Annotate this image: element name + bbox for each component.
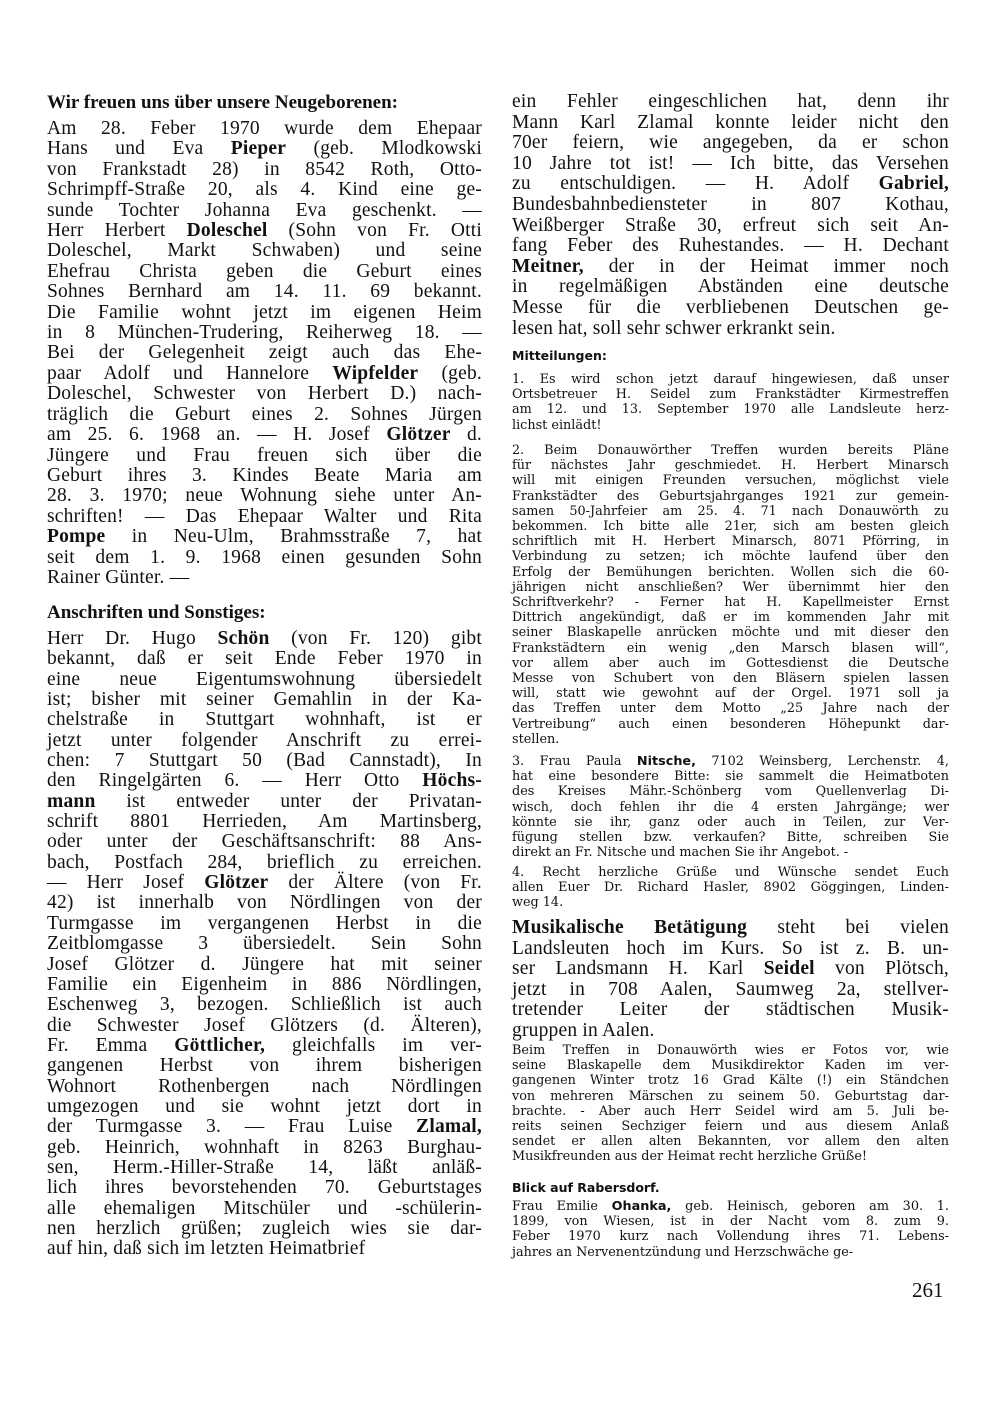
text-line: seit dem 1. 9. 1968 einen gesunden Sohn	[47, 546, 482, 568]
text-segment: der in der Heimat immer noch	[583, 255, 949, 277]
notice-item-2	[512, 443, 949, 747]
text-line: in 8 München-Trudering, Reiherweg 18. —	[47, 322, 482, 344]
text-line: Messe von Schubert von den Bläsern spielen lassen	[512, 671, 949, 687]
text-segment: — Herr Josef	[47, 872, 205, 894]
text-line: jahres an Nervenentzündung und Herzschwäche ge-	[512, 1244, 854, 1260]
text-line	[512, 174, 949, 195]
text-line: seiner Blaskapelle anrücken möchte und mit dieser den	[512, 625, 949, 641]
text-line: 2. Beim Donauwörther Treffen wurden bereits Pläne	[512, 443, 949, 458]
text-line: sendet er allen alten Bekannten, vor allem den alten	[512, 1134, 949, 1150]
text-line: vor allem aber auch im Gottesdienst die Deutsche	[512, 655, 949, 671]
text-line: Musikfreunden aus der Heimat recht herzliche Grüße!	[512, 1149, 868, 1165]
text-line: umgezogen und sie wohnt jetzt dort in	[47, 1095, 482, 1117]
text-segment: (von Fr. 120) gibt	[269, 628, 483, 649]
text-segment: (geb. Mlodkowski	[286, 138, 482, 160]
text-line: lichst einlädt!	[512, 417, 602, 433]
text-line: oder unter der Geschäftsanschrift: 88 Ans-	[47, 831, 482, 853]
paragraph-rabersdorf	[512, 1199, 949, 1260]
text-line: 10 Jahre tot ist! — Ich bitte, das Versehen	[512, 152, 949, 174]
text-line: Am 28. Feber 1970 wurde dem Ehepaar	[47, 118, 482, 139]
text-segment: gleichfalls im ver-	[265, 1034, 482, 1056]
text-line: auf hin, daß sich im letzten Heimatbrief	[47, 1238, 366, 1260]
text-line: sunde Tochter Johanna Eva geschenkt. —	[47, 199, 482, 221]
text-segment: 7102 Weinsberg, Lerchenstr. 4,	[695, 754, 949, 769]
text-line: lesen hat, soll sehr schwer erkrankt sein.	[512, 317, 836, 339]
text-line	[512, 959, 949, 980]
text-line: gruppen in Aalen.	[512, 1019, 655, 1041]
text-line: Frankstädtern ein wenig „den Marsch blasen will“,	[512, 640, 949, 656]
bold-name: Doleschel	[186, 220, 268, 242]
text-segment: den Ringelgärten 6. — Herr Otto	[47, 770, 423, 792]
text-segment: Herr Herbert	[47, 220, 187, 242]
text-line: Beim Treffen in Donauwörth wies er Fotos vor, wie	[512, 1043, 949, 1058]
text-line: tretender Leiter der städtischen Musik-	[512, 999, 949, 1021]
text-line: jetzt in 708 Aalen, Saumweg 2a, stellver-	[512, 978, 949, 1000]
text-line: schriften! — Das Ehepaar Walter und Rita	[47, 505, 482, 527]
bold-name: Seidel	[763, 958, 815, 980]
text-line: Sohnes Bernhard am 14. 11. 69 bekannt.	[47, 281, 482, 303]
text-line: des Kreises Mähr.-Schönberg vom Quellenverlag Di-	[512, 784, 949, 800]
text-line	[47, 139, 482, 159]
text-line: jährigen nicht anschließen? Wer übernimmt hier den	[512, 579, 949, 595]
text-line: direkt an Fr. Nitsche und machen Sie ihr Angebot. -	[512, 845, 849, 861]
text-line: 28. 3. 1970; neue Wohnung siehe unter An-	[47, 485, 482, 507]
text-line: Feber 1970 kurz nach Vollendung ihres 71. Lebens-	[512, 1229, 949, 1245]
text-segment: ser Landsmann H. Karl	[512, 958, 764, 980]
text-line: Jüngere und Frau freuen sich über die	[47, 444, 482, 466]
text-segment: ist entweder unter der Privatan-	[95, 790, 482, 812]
text-line: bekannt, daß er seit Ende Feber 1970 in	[47, 648, 482, 670]
text-segment: Frau Emilie	[512, 1199, 612, 1214]
text-line: jetzt unter folgender Anschrift zu errei-	[47, 729, 482, 751]
paragraph-music	[512, 918, 949, 1042]
text-segment: Herr Dr. Hugo	[47, 628, 218, 649]
text-line: fang Feber des Ruhestandes. — H. Dechant	[512, 235, 949, 257]
text-segment: zu entschuldigen. — H. Adolf	[512, 173, 879, 195]
text-line	[512, 257, 949, 278]
text-line	[512, 754, 949, 769]
bold-name: Schön	[217, 628, 270, 649]
text-line: Mann Karl Zlamal konnte leider nicht den	[512, 111, 949, 133]
bold-name: Nitsche,	[636, 754, 696, 769]
text-line	[47, 1117, 482, 1137]
text-line	[47, 527, 482, 547]
text-line: Doleschel, Schwester von Herbert D.) nach-	[47, 383, 482, 405]
text-line: 4. Recht herzliche Grüße und Wünsche sendet Euch	[512, 865, 949, 880]
text-line: nen herzlich grüßen; zugleich wies sie dar-	[47, 1217, 482, 1239]
bold-name: Meitner,	[512, 255, 584, 277]
text-line: Frankstädter des Geburtsjahrganges 1921 zur gemein-	[512, 488, 949, 504]
text-line	[47, 364, 482, 384]
text-line: Schriftverkehr? - Ferner hat H. Kapellmeister Ernst	[512, 595, 949, 611]
bold-name: Pieper	[230, 138, 287, 160]
text-line: Verbindung zu setzen; ich möchte laufend über den	[512, 549, 949, 565]
text-line	[47, 792, 482, 812]
text-line	[512, 1199, 949, 1214]
text-line: 1899, von Wiesen, ist in der Nacht vom 8. zum 9.	[512, 1214, 949, 1230]
text-line	[47, 221, 482, 241]
text-line: schriftlich mit H. Herbert Minarsch, 8071 Pförring, in	[512, 534, 949, 550]
text-line: will mit einigen Freunden versuchen, möglichst viele	[512, 473, 949, 489]
text-line: in regelmäßigen Abständen eine deutsche	[512, 276, 949, 298]
text-segment: geb. Heinisch, geboren am 30. 1.	[671, 1199, 949, 1214]
text-segment: der Turmgasse 3. — Frau Luise	[47, 1116, 417, 1138]
text-line: von Frankstadt 28) in 8542 Roth, Otto-	[47, 158, 482, 180]
text-line: Doleschel, Markt Schwaben) und seine	[47, 240, 482, 262]
text-line: Geburt ihres 3. Kindes Beate Maria am	[47, 464, 482, 486]
text-segment: der Ältere (von Fr.	[268, 872, 482, 894]
text-line: Familie ein Eigenheim in 886 Nördlingen,	[47, 973, 482, 995]
bold-name: Höchs-	[422, 770, 482, 792]
text-segment: (geb.	[418, 362, 482, 384]
text-line: Wohnort Rothenbergen nach Nördlingen	[47, 1075, 482, 1097]
text-line: weg 14.	[512, 895, 564, 911]
text-line: ein Fehler eingeschlichen hat, denn ihr	[512, 91, 949, 112]
text-segment: von Plötsch,	[814, 958, 949, 980]
text-segment: 3. Frau Paula	[512, 754, 637, 769]
bold-name: Wipfelder	[332, 362, 419, 384]
text-line	[47, 873, 482, 893]
text-line: am 12. und 13. September 1970 alle Landsleute herz-	[512, 402, 949, 418]
bold-name: Musikalische Betätigung	[512, 917, 748, 938]
text-line	[47, 629, 482, 649]
text-line: bekommen. Ich bitte alle 21er, sich am besten gleich	[512, 519, 949, 535]
text-line: Erfolg der Bemühungen berichten. Wollen sich die 60-	[512, 564, 949, 580]
bold-name: Glötzer	[204, 872, 269, 894]
text-line: Weißberger Straße 30, erfreut sich seit An-	[512, 214, 949, 236]
paragraph-music-details	[512, 1043, 949, 1165]
text-line: das Treffen unter dem Motto „25 Jahre nach der	[512, 701, 949, 717]
text-line: lich ihres bevorstehenden 70. Geburtstages	[47, 1177, 482, 1199]
text-segment: d.	[450, 424, 483, 446]
bold-name: mann	[47, 790, 96, 812]
heading-births: Wir freuen uns über unsere Neugeborenen:	[47, 92, 398, 113]
text-line: für nächstes Jahr geschmiedet. H. Herbert Minarsch	[512, 458, 949, 474]
heading-mitteilungen: Mitteilungen:	[512, 348, 607, 363]
bold-name: Ohanka,	[611, 1199, 672, 1214]
text-line: Die Familie wohnt jetzt im eigenen Heim	[47, 301, 482, 323]
text-line: Dittrich angekündigt, daß er im kommenden Jahr mit	[512, 610, 949, 626]
heading-addresses: Anschriften und Sonstiges:	[47, 602, 266, 623]
text-line: gangenen Winter trotz 16 Grad Kälte (!) ein Ständchen	[512, 1073, 949, 1089]
text-line: könnte sie ihr, ganz oder auch in Teilen, zur Ver-	[512, 814, 949, 830]
text-line: Bei der Gelegenheit zeigt auch das Ehe-	[47, 342, 482, 364]
bold-name: Göttlicher,	[174, 1034, 266, 1056]
text-line	[47, 1036, 482, 1056]
paragraph-addresses	[47, 629, 482, 1260]
text-segment: Fr. Emma	[47, 1034, 175, 1056]
text-line: bach, Postfach 284, brieflich zu erreichen.	[47, 851, 482, 873]
text-line: Landsleuten hoch im Kurs. So ist z. B. un-	[512, 937, 949, 959]
text-line: fügung stellen bzw. verkaufen? Bitte, schreiben Sie	[512, 830, 949, 846]
text-line: stellen.	[512, 731, 560, 747]
text-line: sen, Herm.-Hiller-Straße 14, läßt anläß-	[47, 1156, 482, 1178]
page-number: 261	[912, 1278, 944, 1302]
text-segment: steht bei vielen	[747, 917, 949, 938]
text-line: geb. Heinrich, wohnhaft in 8263 Burghau-	[47, 1136, 482, 1158]
text-line: wisch, doch fehlen ihr die 4 ersten Jahrgänge; wer	[512, 799, 949, 815]
text-line: allen Euer Dr. Richard Hasler, 8902 Göggingen, Linden-	[512, 880, 949, 896]
text-line: Turmgasse im vergangenen Herbst in die	[47, 912, 482, 934]
text-line: brachte. - Aber auch Herr Seidel wird am 5. Juli be-	[512, 1103, 949, 1119]
text-line: seine Blaskapelle dem Musikdirektor Kaden im ver-	[512, 1058, 949, 1074]
text-line: Messe für die verbliebenen Deutschen ge-	[512, 296, 949, 318]
text-line: von mehreren Märschen zu seinem 50. Geburtstag dar-	[512, 1088, 949, 1104]
text-line: träglich die Geburt eines 2. Sohnes Jürgen	[47, 403, 482, 425]
text-line: Zeitblomgasse 3 übersiedelt. Sein Sohn	[47, 933, 482, 955]
text-line: 1. Es wird schon jetzt darauf hingewiesen, daß unser	[512, 372, 949, 387]
text-line: alle ehemaligen Mitschüler und -schülerin-	[47, 1197, 482, 1219]
paragraph-continuation	[512, 92, 949, 339]
bold-name: Pompe	[47, 526, 106, 548]
text-line	[47, 771, 482, 791]
text-line: samen 50-Jahrfeier am 25. 4. 71 nach Donauwörth zu	[512, 503, 949, 519]
text-line: gangenen Herbst von ihrem bisherigen	[47, 1055, 482, 1077]
text-line: Josef Glötzer d. Jüngere hat mit seiner	[47, 953, 482, 975]
notice-item-1	[512, 372, 949, 433]
paragraph-births	[47, 119, 482, 588]
text-segment: Hans und Eva	[47, 138, 231, 160]
text-line: Schrimpff-Straße 20, als 4. Kind eine ge-	[47, 179, 482, 201]
text-line: schrift 8801 Herrieden, Am Martinsberg,	[47, 811, 482, 833]
text-segment: am 25. 6. 1968 an. — H. Josef	[47, 424, 387, 446]
text-line: 42) ist innerhalb von Nördlingen von der	[47, 892, 482, 914]
text-line: hat eine besondere Bitte: sie sammelt die Heimatboten	[512, 769, 949, 785]
text-line: 70er feiern, wie angegeben, da er schon	[512, 132, 949, 154]
heading-rabersdorf: Blick auf Rabersdorf.	[512, 1180, 660, 1195]
notice-item-3	[512, 754, 949, 860]
text-line: reits seinen Sechziger feiern und aus diesem Anlaß	[512, 1119, 949, 1135]
text-line: eine neue Eigentumswohnung übersiedelt	[47, 668, 482, 690]
text-segment: (Sohn von Fr. Otti	[267, 220, 482, 242]
text-line: Ehefrau Christa geben die Geburt eines	[47, 260, 482, 282]
text-line	[512, 918, 949, 939]
text-line: Eschenweg 3, bezogen. Schließlich ist auch	[47, 994, 482, 1016]
text-line: ist; bisher mit seiner Gemahlin in der Ka-	[47, 689, 482, 711]
text-line: Ortsbetreuer H. Seidel zum Frankstädter Kirmestreffen	[512, 387, 949, 403]
text-line: will, statt wie gewohnt auf der Orgel. 1971 soll ja	[512, 686, 949, 702]
bold-name: Zlamal,	[416, 1116, 482, 1138]
text-segment: paar Adolf und Hannelore	[47, 362, 333, 384]
text-line: die Schwester Josef Glötzers (d. Älteren),	[47, 1014, 482, 1036]
text-line: Vertreibung“ auch einen besonderen Höhepunkt dar-	[512, 716, 949, 732]
text-line: chelstraße in Stuttgart wohnhaft, ist er	[47, 709, 482, 731]
bold-name: Gabriel,	[878, 173, 949, 195]
text-line: Rainer Günter. —	[47, 566, 190, 588]
text-line	[47, 425, 482, 445]
bold-name: Glötzer	[386, 424, 451, 446]
text-line: chen: 7 Stuttgart 50 (Bad Cannstadt), In	[47, 750, 482, 772]
text-line: Bundesbahnbediensteter in 807 Kothau,	[512, 193, 949, 215]
text-segment: in Neu-Ulm, Brahmsstraße 7, hat	[105, 526, 482, 548]
notice-item-4	[512, 865, 949, 911]
